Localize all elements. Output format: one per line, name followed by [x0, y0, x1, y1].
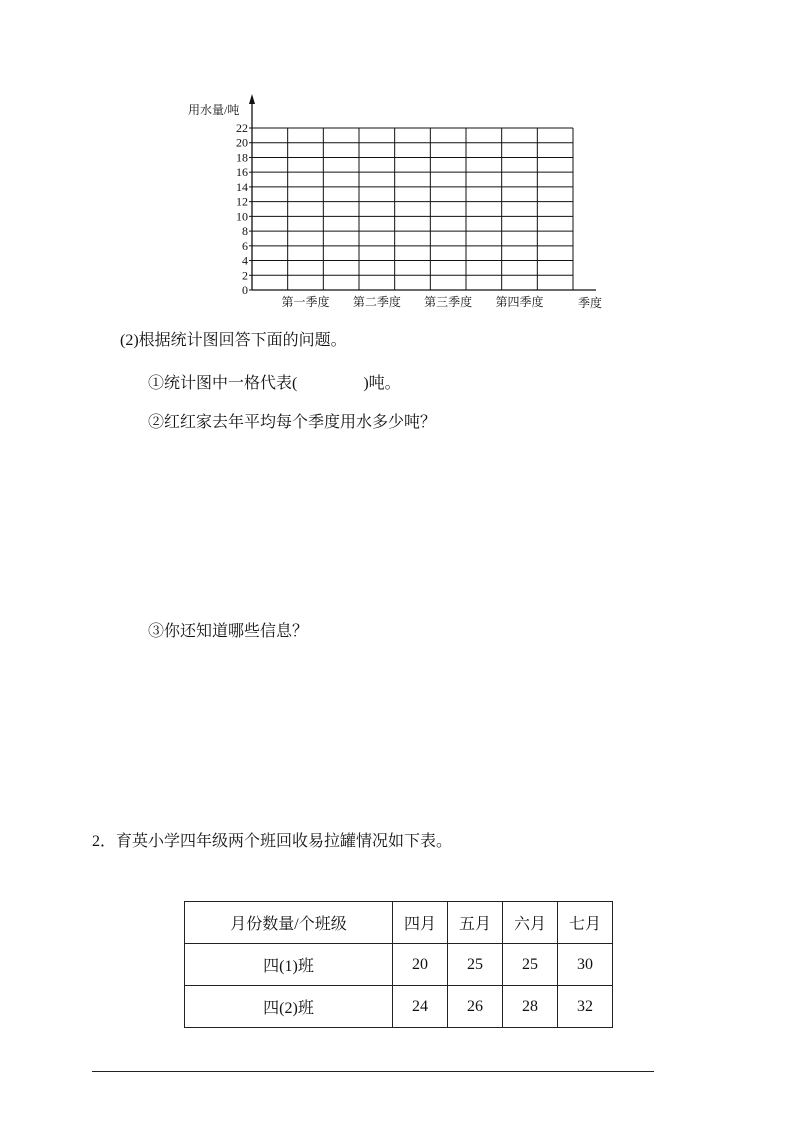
- y-tick-label: 0: [242, 283, 248, 297]
- x-axis-title: 季度: [578, 296, 603, 310]
- table-row: [185, 944, 613, 986]
- y-tick-label: 16: [236, 165, 248, 180]
- x-tick-label: 第一季度: [281, 295, 330, 309]
- table-header-cell: 七月: [558, 902, 613, 944]
- y-tick-label: 22: [236, 121, 248, 135]
- problem-2-text: 2．育英小学四年级两个班回收易拉罐情况如下表。: [92, 833, 453, 850]
- table-cell: 25: [503, 944, 558, 986]
- question-3: ③你还知道哪些信息？: [148, 623, 309, 640]
- table-row: [185, 986, 613, 1028]
- y-axis-title: 用水量/吨: [188, 103, 240, 117]
- table-header-cell: 四月: [393, 902, 448, 944]
- table-cell: 四(2)班: [185, 986, 393, 1028]
- y-tick-label: 20: [236, 135, 248, 150]
- part2-heading: (2)根据统计图回答下面的问题。: [120, 332, 347, 349]
- question-1-suffix: )吨。: [363, 375, 401, 392]
- table-header-cell: 六月: [503, 902, 558, 944]
- y-tick-label: 14: [236, 179, 248, 194]
- y-axis-arrow: [249, 94, 255, 104]
- water-usage-chart: [0, 0, 794, 320]
- y-tick-label: 18: [236, 150, 248, 165]
- bottom-rule: [92, 1071, 654, 1072]
- x-tick-label: 第四季度: [495, 295, 544, 309]
- recycling-table: [184, 901, 613, 1028]
- table-cell: 20: [393, 944, 448, 986]
- x-tick-label: 第二季度: [352, 295, 401, 309]
- table-header-row: [185, 902, 613, 944]
- question-1-prefix: ①统计图中一格代表(: [148, 375, 298, 392]
- chart-grid: [252, 128, 573, 290]
- table-cell: 四(1)班: [185, 944, 393, 986]
- table-cell: 26: [448, 986, 503, 1028]
- y-tick-label: 8: [242, 224, 248, 239]
- y-tick-label: 12: [236, 194, 248, 209]
- table-cell: 25: [448, 944, 503, 986]
- table-cell: 24: [393, 986, 448, 1028]
- x-tick-label: 第三季度: [424, 295, 473, 309]
- y-tick-label: 10: [236, 209, 248, 224]
- y-tick-label: 6: [242, 238, 248, 253]
- table-header-cell: 五月: [448, 902, 503, 944]
- table-cell: 28: [503, 986, 558, 1028]
- table-cell: 32: [558, 986, 613, 1028]
- table-header-cell: 月份数量/个班级: [185, 902, 393, 944]
- y-tick-label: 4: [242, 253, 248, 268]
- table-cell: 30: [558, 944, 613, 986]
- question-2: ②红红家去年平均每个季度用水多少吨？: [148, 414, 437, 431]
- y-tick-label: 2: [242, 268, 248, 283]
- question-1: [148, 374, 401, 394]
